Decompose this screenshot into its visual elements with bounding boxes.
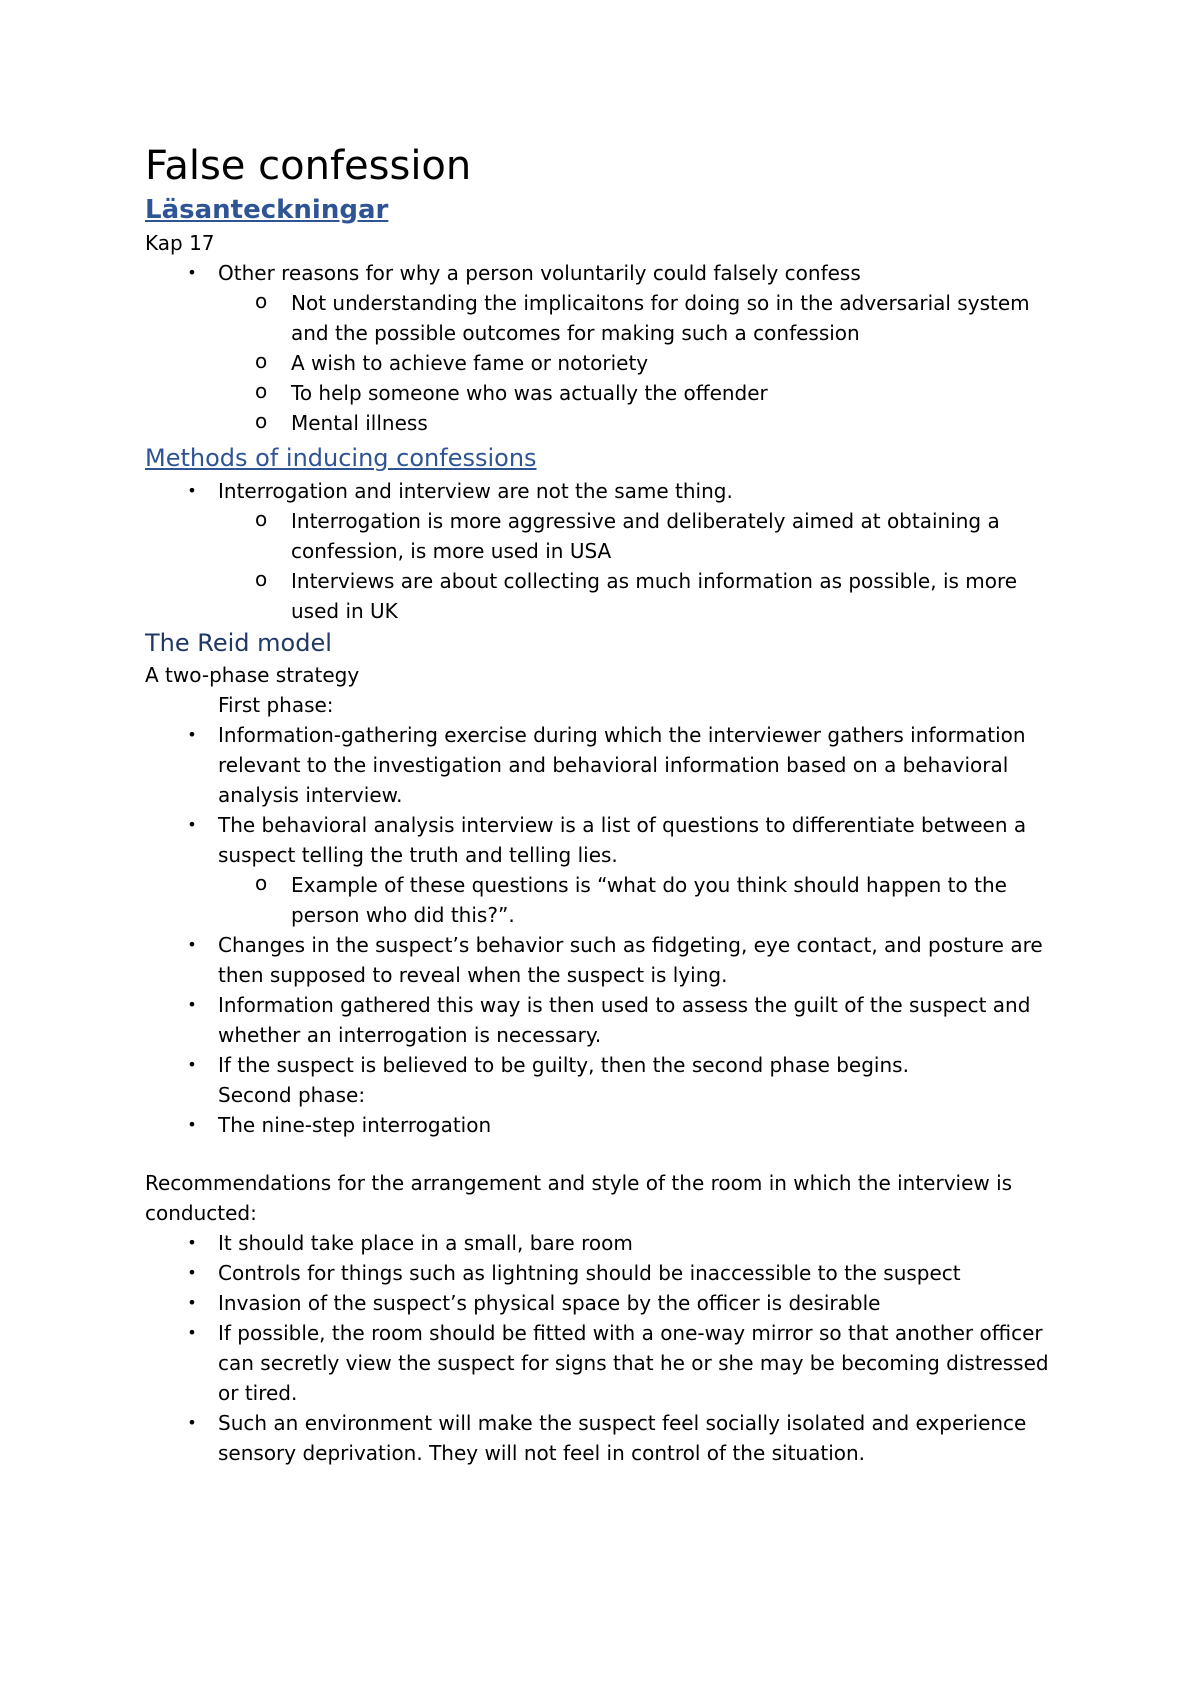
bullet-icon: • bbox=[187, 1413, 197, 1432]
list-item bbox=[145, 930, 1065, 990]
sublist-item bbox=[218, 288, 1065, 348]
bullet-icon: • bbox=[187, 815, 197, 834]
list-item bbox=[145, 1288, 1065, 1318]
sub-bullet-icon: o bbox=[255, 507, 268, 531]
list-item-text: Invasion of the suspect’s physical space by the officer is desirable bbox=[218, 1291, 881, 1315]
recommendations-list bbox=[145, 1228, 1065, 1468]
sublist-item-text: Mental illness bbox=[291, 411, 428, 435]
sub-bullet-icon: o bbox=[255, 289, 268, 313]
list-item-text: Other reasons for why a person voluntarily could falsely confess bbox=[218, 261, 861, 285]
list-item-text: The nine-step interrogation bbox=[218, 1113, 492, 1137]
list-item bbox=[145, 1228, 1065, 1258]
bullet-icon: • bbox=[187, 1055, 197, 1074]
sublist-item bbox=[218, 378, 1065, 408]
sub-bullet-icon: o bbox=[255, 349, 268, 373]
list-item-text: Controls for things such as lightning should be inaccessible to the suspect bbox=[218, 1261, 961, 1285]
list-item-text: Changes in the suspect’s behavior such as fidgeting, eye contact, and posture are then supposed to reveal when the suspect is lying. bbox=[218, 933, 1043, 987]
reid-intro: A two-phase strategy bbox=[145, 663, 360, 687]
sub-bullet-icon: o bbox=[255, 871, 268, 895]
section1-list bbox=[145, 258, 1065, 438]
sublist-item bbox=[218, 870, 1065, 930]
list-item bbox=[145, 1050, 1065, 1080]
list-item bbox=[145, 720, 1065, 810]
sub-bullet-icon: o bbox=[255, 567, 268, 591]
list-item bbox=[145, 1110, 1065, 1140]
bullet-icon: • bbox=[187, 1115, 197, 1134]
bullet-icon: • bbox=[187, 725, 197, 744]
sublist-item-text: To help someone who was actually the offender bbox=[291, 381, 768, 405]
list-item bbox=[145, 810, 1065, 930]
list-item-text: It should take place in a small, bare room bbox=[218, 1231, 633, 1255]
sublist bbox=[218, 506, 1065, 626]
heading-methods: Methods of inducing confessions bbox=[145, 444, 537, 472]
sublist-item-text: A wish to achieve fame or notoriety bbox=[291, 351, 649, 375]
bullet-icon: • bbox=[187, 263, 197, 282]
list-item-text: If possible, the room should be fitted with a one-way mirror so that another officer can secretly view the suspect for signs that he or she may be becoming distressed or tired. bbox=[218, 1321, 1049, 1405]
bullet-icon: • bbox=[187, 1293, 197, 1312]
sublist-item bbox=[218, 566, 1065, 626]
spacer bbox=[145, 1140, 1065, 1168]
sublist-item bbox=[218, 506, 1065, 566]
sub-bullet-icon: o bbox=[255, 379, 268, 403]
bullet-icon: • bbox=[187, 1263, 197, 1282]
list-item-text: Such an environment will make the suspect feel socially isolated and experience sensory deprivation. They will not feel in control of the situation. bbox=[218, 1411, 1027, 1465]
heading-notes: Läsanteckningar bbox=[145, 195, 389, 225]
bullet-icon: • bbox=[187, 1323, 197, 1342]
bullet-icon: • bbox=[187, 935, 197, 954]
list-item-text: If the suspect is believed to be guilty, then the second phase begins. bbox=[218, 1053, 909, 1077]
bullet-icon: • bbox=[187, 481, 197, 500]
section2-list bbox=[145, 476, 1065, 626]
list-item bbox=[145, 476, 1065, 626]
list-item-text: The behavioral analysis interview is a list of questions to differentiate between a suspect telling the truth and telling lies. bbox=[218, 813, 1027, 867]
list-item bbox=[145, 1258, 1065, 1288]
sub-bullet-icon: o bbox=[255, 409, 268, 433]
bullet-icon: • bbox=[187, 1233, 197, 1252]
sublist-item bbox=[218, 408, 1065, 438]
heading-reid: The Reid model bbox=[145, 629, 332, 657]
sublist-item-text: Interrogation is more aggressive and deliberately aimed at obtaining a confession, is more used in USA bbox=[291, 509, 1000, 563]
list-item bbox=[145, 990, 1065, 1050]
sublist bbox=[218, 870, 1065, 930]
list-item-text: Information gathered this way is then used to assess the guilt of the suspect and whether an interrogation is necessary. bbox=[218, 993, 1031, 1047]
sublist-item-text: Interviews are about collecting as much information as possible, is more used in UK bbox=[291, 569, 1018, 623]
document-title: False confession bbox=[145, 143, 472, 189]
list-item bbox=[145, 258, 1065, 438]
chapter-label: Kap 17 bbox=[145, 231, 215, 255]
sublist-item-text: Not understanding the implicaitons for doing so in the adversarial system and the possible outcomes for making such a confession bbox=[291, 291, 1030, 345]
recommendations-intro: Recommendations for the arrangement and style of the room in which the interview is conducted: bbox=[145, 1171, 1013, 1225]
list-item bbox=[145, 1318, 1065, 1408]
first-phase-label: First phase: bbox=[218, 693, 334, 717]
list-item-text: Information-gathering exercise during which the interviewer gathers information relevant to the investigation and behavioral information based on a behavioral analysis interview. bbox=[218, 723, 1026, 807]
phase2-list bbox=[145, 1110, 1065, 1140]
list-item-text: Interrogation and interview are not the same thing. bbox=[218, 479, 733, 503]
list-item bbox=[145, 1408, 1065, 1468]
phase1-list bbox=[145, 720, 1065, 1080]
document-page bbox=[145, 140, 1065, 1468]
second-phase-label: Second phase: bbox=[218, 1083, 366, 1107]
sublist bbox=[218, 288, 1065, 438]
sublist-item bbox=[218, 348, 1065, 378]
bullet-icon: • bbox=[187, 995, 197, 1014]
sublist-item-text: Example of these questions is “what do you think should happen to the person who did this?”. bbox=[291, 873, 1007, 927]
